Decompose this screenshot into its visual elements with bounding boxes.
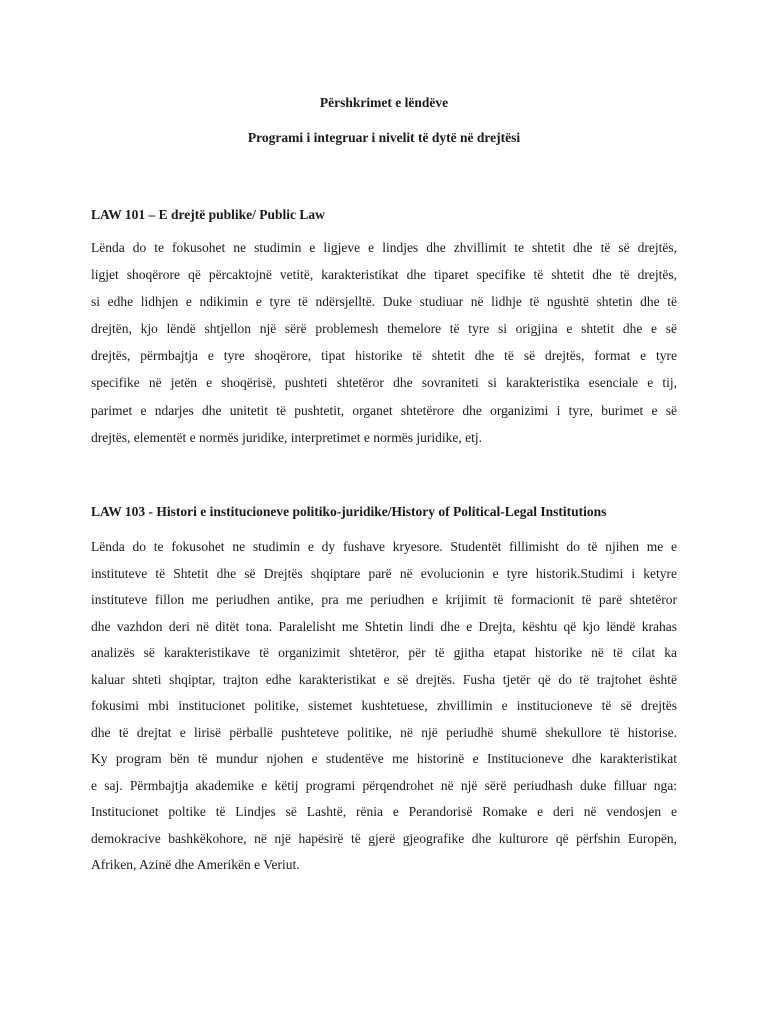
paragraph-line: parimet e ndarjes dhe unitetit të pushtetit, organet shtetërore dhe organizimi i tyre, burimet e së [91,402,677,418]
section-heading-law-103: LAW 103 - Histori e institucioneve politiko-juridike/History of Political-Legal Institutions [91,504,607,519]
paragraph-line: Lënda do te fokusohet ne studimin e dy fushave kryesore. Studentët fillimisht do të njihen me e [91,539,677,554]
paragraph-line: instituteve fillon me periudhen antike, pra me periudhen e krijimit të formacionit të parë shtetëror [91,592,677,607]
paragraph-line: dhe vazhdon deri në ditët tona. Paralelisht me Shtetin lindi dhe e Drejta, kështu që kjo lëndë krahas [91,618,677,634]
paragraph-line: drejtën, kjo lëndë shtjellon një sërë problemesh themelore të tyre si origjina e shtetit dhe e së [91,321,677,337]
paragraph-line: fokusimi mbi institucionet politike, sistemet kushtetuese, zhvillimin e institucioneve të së drejtës [91,698,677,713]
paragraph-line: instituteve të Shtetit dhe së Drejtës shqiptare parë në evolucionin e tyre historik.Studimi i ketyre [91,565,677,581]
document-subtitle: Programi i integruar i nivelit të dytë në drejtësi [247,130,521,145]
paragraph-line: dhe të drejtat e lirisë përballë pushteteve politike, në një periudhë shumë shekullore të historise. [91,724,677,740]
paragraph-line: ligjet shoqërore që përcaktojnë vetitë, karakteristikat dhe tiparet specifike të shtetit dhe të drejtës, [91,267,677,283]
paragraph-line: si edhe lidhjen e ndikimin e tyre të ndërsjelltë. Duke studiuar në lidhje të ngushtë shtetin dhe të [91,294,677,310]
paragraph-line: specifike në jetën e shoqërisë, pushteti shtetëror dhe sovraniteti si karakteristika esenciale e tij, [91,375,677,391]
paragraph-line: e saj. Përmbajtja akademike e këtij programi përqendrohet në një sërë periudhash duke filluar nga: [91,777,677,793]
paragraph-line: analizës së karakteristikave të organizimit shtetëror, për të gjitha etapat historike në të cilat ka [91,645,677,660]
paragraph-line: demokracive bashkëkohore, në një hapësirë të gjerë gjeografike dhe kulturore që përfshin Europën, [91,830,677,846]
paragraph-line: Afriken, Azinë dhe Amerikën e Veriut. [91,857,300,872]
paragraph-line: drejtës, përmbajtja e tyre shoqërore, tipat historike të shtetit dhe të së drejtës, format e tyre [91,348,677,364]
paragraph-line: drejtës, elementët e normës juridike, interpretimet e normës juridike, etj. [91,429,482,445]
paragraph-line: Institucionet poltike të Lindjes së Lashtë, rënia e Perandorisë Romake e deri në vendosjen e [91,804,677,819]
section-heading-law-101: LAW 101 – E drejtë publike/ Public Law [91,207,325,222]
paragraph-line: Ky program bën të mundur njohen e studentëve me historinë e Institucioneve dhe karakteristikat [91,751,677,766]
document-title: Përshkrimet e lëndëve [319,95,449,110]
paragraph-line: kaluar shteti shqiptar, trajton edhe karakteristikat e së drejtës. Fusha tjetër që do të trajtohet është [91,671,677,687]
paragraph-line: Lënda do te fokusohet ne studimin e ligjeve e lindjes dhe zhvillimit te shtetit dhe të së drejtës, [91,240,677,255]
section-body-law-103 [91,534,677,879]
section-body-law-101 [91,234,677,451]
